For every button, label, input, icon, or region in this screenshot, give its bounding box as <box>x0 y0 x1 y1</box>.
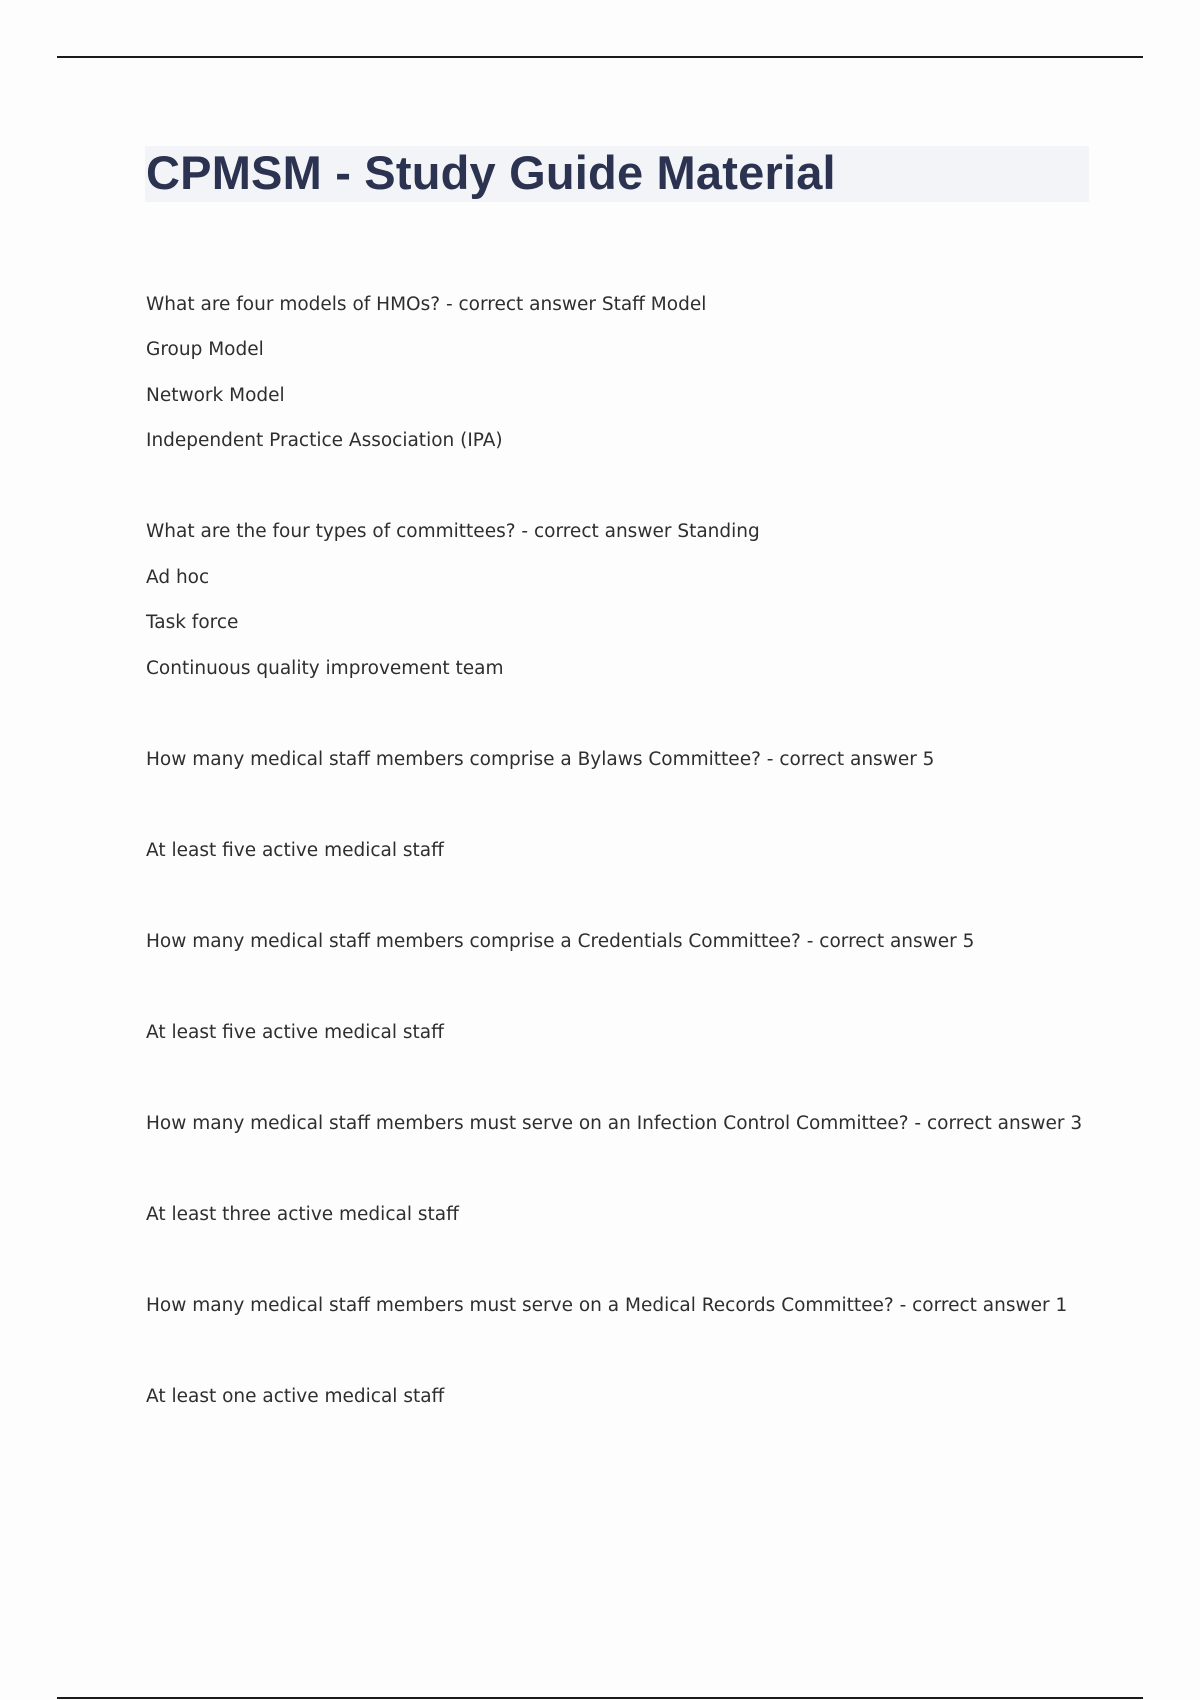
qa-line: How many medical staff members must serve on an Infection Control Committee? - correct answer 3 <box>146 1113 1083 1134</box>
document-title: CPMSM - Study Guide Material <box>146 146 836 199</box>
top-rule <box>57 56 1143 58</box>
qa-line: What are the four types of committees? - correct answer Standing <box>146 521 760 542</box>
qa-line: Network Model <box>146 385 285 406</box>
qa-line: At least five active medical staff <box>146 1022 444 1043</box>
qa-line: How many medical staff members comprise a Bylaws Committee? - correct answer 5 <box>146 749 935 770</box>
qa-line: How many medical staff members must serve on a Medical Records Committee? - correct answer 1 <box>146 1295 1068 1316</box>
qa-line: What are four models of HMOs? - correct answer Staff Model <box>146 294 707 315</box>
bottom-rule <box>57 1697 1143 1699</box>
qa-line: At least one active medical staff <box>146 1386 445 1407</box>
qa-line: Group Model <box>146 339 264 360</box>
qa-line: How many medical staff members comprise a Credentials Committee? - correct answer 5 <box>146 931 975 952</box>
qa-line: Continuous quality improvement team <box>146 658 504 679</box>
qa-line: Task force <box>146 612 239 633</box>
qa-line: Ad hoc <box>146 567 210 588</box>
qa-line: Independent Practice Association (IPA) <box>146 430 503 451</box>
qa-line: At least five active medical staff <box>146 840 444 861</box>
qa-line: At least three active medical staff <box>146 1204 459 1225</box>
